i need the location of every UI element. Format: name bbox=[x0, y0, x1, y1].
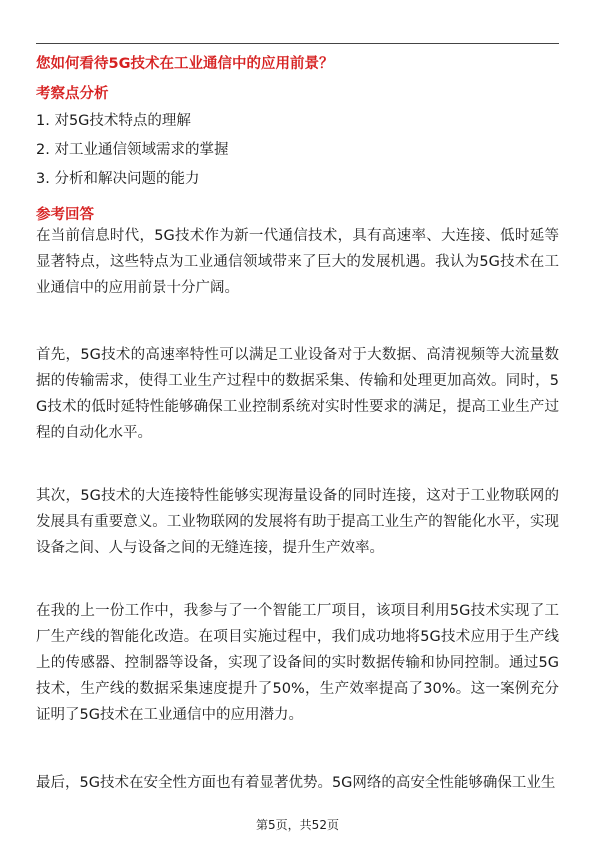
answer-paragraph: 最后，5G技术在安全性方面也有着显著优势。5G网络的高安全性能够确保工业生 bbox=[36, 775, 556, 791]
header-divider bbox=[36, 43, 559, 44]
page-number: 第5页，共52页 bbox=[256, 818, 339, 832]
answer-paragraph: 首先，5G技术的高速率特性可以满足工业设备对于大数据、高清视频等大流量数据的传输需求，使得工业生产过程中的数据采集、传输和处理更加高效。同时，5G技术的低时延特性能够确保工业控制系统对实时性要求的满足，提高工业生产过程的自动化水平。 bbox=[36, 347, 559, 441]
question-title: 您如何看待5G技术在工业通信中的应用前景？ bbox=[36, 56, 334, 72]
analysis-point: 1. 对5G技术特点的理解 bbox=[36, 113, 191, 129]
analysis-point: 2. 对工业通信领域需求的掌握 bbox=[36, 142, 229, 158]
analysis-heading: 考察点分析 bbox=[36, 86, 109, 102]
answer-paragraph: 其次，5G技术的大连接特性能够实现海量设备的同时连接，这对于工业物联网的发展具有重要意义。工业物联网的发展将有助于提高工业生产的智能化水平，实现设备之间、人与设备之间的无缝连接，提升生产效率。 bbox=[36, 488, 559, 556]
answer-heading: 参考回答 bbox=[36, 207, 94, 223]
answer-paragraph: 在我的上一份工作中，我参与了一个智能工厂项目，该项目利用5G技术实现了工厂生产线的智能化改造。在项目实施过程中，我们成功地将5G技术应用于生产线上的传感器、控制器等设备，实现了设备间的实时数据传输和协同控制。通过5G技术，生产线的数据采集速度提升了50%，生产效率提高了30%。这一案例充分证明了5G技术在工业通信中的应用潜力。 bbox=[36, 603, 559, 723]
analysis-point: 3. 分析和解决问题的能力 bbox=[36, 171, 200, 187]
answer-paragraph: 在当前信息时代，5G技术作为新一代通信技术，具有高速率、大连接、低时延等显著特点，这些特点为工业通信领域带来了巨大的发展机遇。我认为5G技术在工业通信中的应用前景十分广阔。 bbox=[36, 228, 559, 296]
